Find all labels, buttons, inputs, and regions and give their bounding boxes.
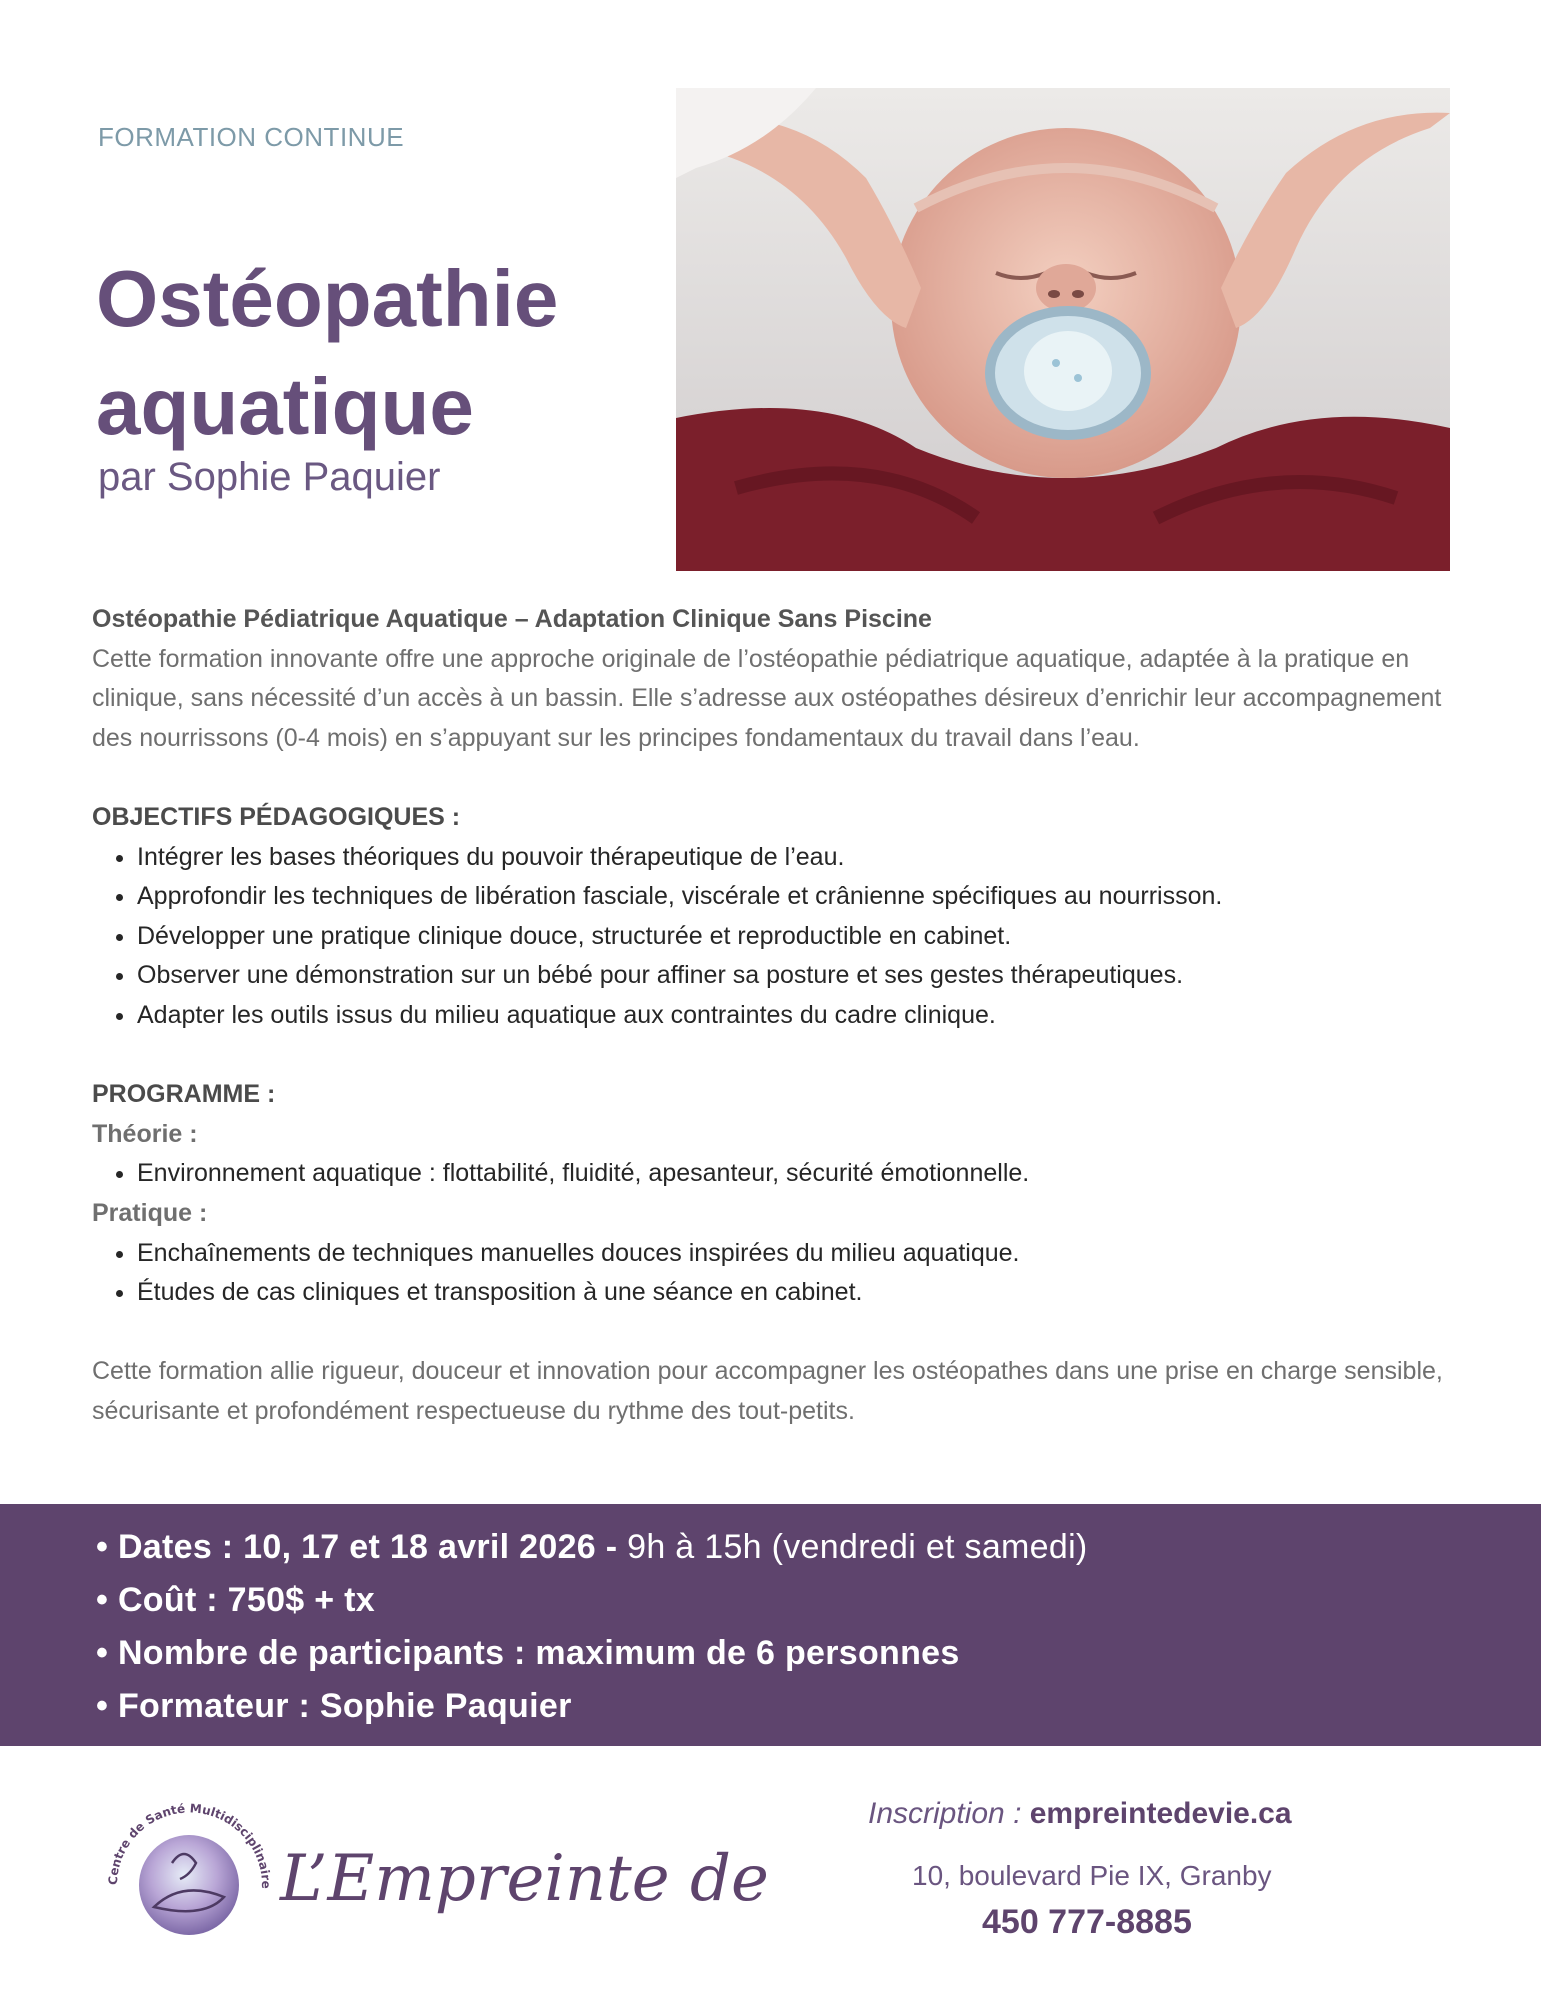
cost-row: • Coût : 750$ + tx	[96, 1581, 375, 1619]
registration	[868, 1797, 1292, 1831]
list-item: • Études de cas cliniques et transposition à une séance en cabinet.	[137, 1273, 1462, 1313]
list-item: • Développer une pratique clinique douce, structurée et reproductible en cabinet.	[137, 917, 1462, 957]
title-line-2: aquatique	[96, 362, 474, 451]
intro-paragraph: Cette formation innovante offre une approche originale de l’ostéopathie pédiatrique aquatique, adaptée à la pratique en clinique, sans nécessité d’un accès à un bassin. Elle s’adresse aux ostéopathes désireux d’enrichir leur accompagnement des nourrissons (0-4 mois) en s’appuyant sur les principes fondamentaux du travail dans l’eau.	[92, 644, 1442, 752]
list-item: • Intégrer les bases théoriques du pouvoir thérapeutique de l’eau.	[137, 838, 1462, 878]
registration-link[interactable]: empreintedevie.ca	[1029, 1797, 1292, 1830]
dates-time: 9h à 15h (vendredi et samedi)	[627, 1528, 1088, 1566]
participants-row: • Nombre de participants : maximum de 6 personnes	[96, 1634, 960, 1672]
objectives-heading: OBJECTIFS PÉDAGOGIQUES :	[92, 802, 461, 831]
title-line-1: Ostéopathie	[96, 254, 559, 343]
eyebrow-label: FORMATION CONTINUE	[98, 122, 405, 152]
byline: par Sophie Paquier	[98, 455, 441, 499]
practice-label: Pratique :	[92, 1198, 208, 1227]
list-item: • Observer une démonstration sur un bébé pour affiner sa posture et ses gestes thérapeutiques.	[137, 956, 1462, 996]
list-item: • Adapter les outils issus du milieu aquatique aux contraintes du cadre clinique.	[137, 996, 1462, 1036]
logo-arc-text: Centre de Santé Multidisciplinaire	[105, 1801, 274, 1889]
list-item: • Environnement aquatique : flottabilité, fluidité, apesanteur, sécurité émotionnelle.	[137, 1154, 1462, 1194]
theory-label: Théorie :	[92, 1119, 198, 1148]
phone-number[interactable]: 450 777-8885	[982, 1903, 1192, 1941]
intro-heading: Ostéopathie Pédiatrique Aquatique – Adaptation Clinique Sans Piscine	[92, 605, 932, 633]
spacer	[92, 758, 1462, 798]
details-band	[0, 1504, 1541, 1746]
theory-list	[92, 1154, 1462, 1194]
objectives-list	[92, 838, 1462, 1036]
spacer	[92, 1036, 1462, 1076]
page-title	[96, 245, 558, 461]
logo	[92, 1775, 772, 1955]
practice-list	[92, 1234, 1462, 1313]
list-item: • Approfondir les techniques de libération fasciale, viscérale et crânienne spécifiques au nourrisson.	[137, 877, 1462, 917]
dates-row	[96, 1528, 1088, 1567]
baby-photo-illustration	[676, 88, 1450, 571]
logo-script-text: L’Empreinte de	[280, 1842, 769, 1916]
hero-photo	[676, 88, 1450, 571]
registration-label: Inscription :	[868, 1797, 1022, 1830]
dates-label: • Dates : 10, 17 et 18 avril 2026 -	[96, 1528, 628, 1566]
logo-orb	[139, 1835, 239, 1935]
program-heading: PROGRAMME :	[92, 1080, 276, 1109]
logo-mark	[92, 1775, 772, 1955]
spacer	[92, 1313, 1462, 1353]
list-item: • Enchaînements de techniques manuelles douces inspirées du milieu aquatique.	[137, 1234, 1462, 1274]
address: 10, boulevard Pie IX, Granby	[912, 1860, 1272, 1891]
trainer-row: • Formateur : Sophie Paquier	[96, 1687, 572, 1725]
closing-paragraph: Cette formation allie rigueur, douceur et innovation pour accompagner les ostéopathes dans une prise en charge sensible, sécurisante et profondément respectueuse du rythme des tout-petits.	[92, 1357, 1443, 1425]
main-content	[92, 600, 1462, 1431]
